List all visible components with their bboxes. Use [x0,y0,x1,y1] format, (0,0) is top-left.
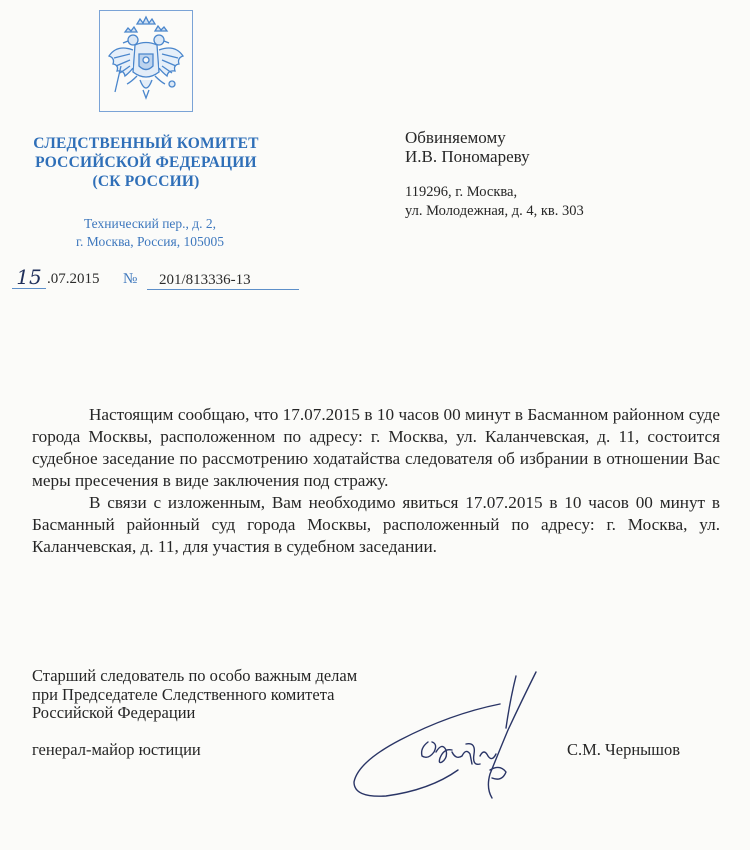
recipient-block [405,128,530,166]
sender-address [0,215,300,251]
recipient-address [405,183,584,221]
date-month-year: .07.2015 [47,271,100,287]
number-sign: № [123,271,138,287]
body-paragraph-2: В связи с изложенным, Вам необходимо явиться 17.07.2015 в 10 часов 00 минут в Басманный районный суд города Москвы, расположенный по адресу: г. Москва, ул. Каланчевская, д. 11, для участия в судебном заседании. [32,493,720,556]
registration-number: 201/813336-13 [147,271,299,290]
signatory-position-line3: Российской Федерации [32,703,196,722]
document-date-number [12,265,297,292]
recipient-name: И.В. Пономареву [405,147,530,166]
sender-address-line1: Технический пер., д. 2, [83,216,217,231]
letter-body [32,404,720,558]
org-name-line2: РОССИЙСКОЙ ФЕДЕРАЦИИ [35,154,257,171]
org-name-line1: СЛЕДСТВЕННЫЙ КОМИТЕТ [33,135,259,152]
recipient-address-line1: 119296, г. Москва, [405,184,518,200]
sender-address-line2: г. Москва, Россия, 105005 [76,234,224,249]
coat-of-arms-emblem-icon [99,10,193,112]
recipient-title: Обвиняемому [405,128,506,147]
signatory-name: С.М. Чернышов [567,740,681,759]
signatory-position-line2: при Председателе Следственного комитета [32,684,335,704]
sender-organization [0,134,292,191]
body-paragraph-1: Настоящим сообщаю, что 17.07.2015 в 10 часов 00 минут в Басманном районном суде города Москвы, расположенном по адресу: г. Москва, ул. Каланчевская, д. 11, состоится судебное заседание по рассмотрению ходатайства следователя об избрании в отношении Вас меры пресечения в виде заключения под стражу. [32,405,720,490]
date-day-handwritten: 15 [12,266,46,289]
signatory-rank: генерал-майор юстиции [32,740,201,759]
org-name-line3: (СК РОССИИ) [92,173,200,190]
recipient-address-line2: ул. Молодежная, д. 4, кв. 303 [405,203,584,219]
signatory-position [32,667,357,723]
signatory-position-line1: Старший следователь по особо важным делам [32,666,358,685]
handwritten-signature [340,670,540,810]
